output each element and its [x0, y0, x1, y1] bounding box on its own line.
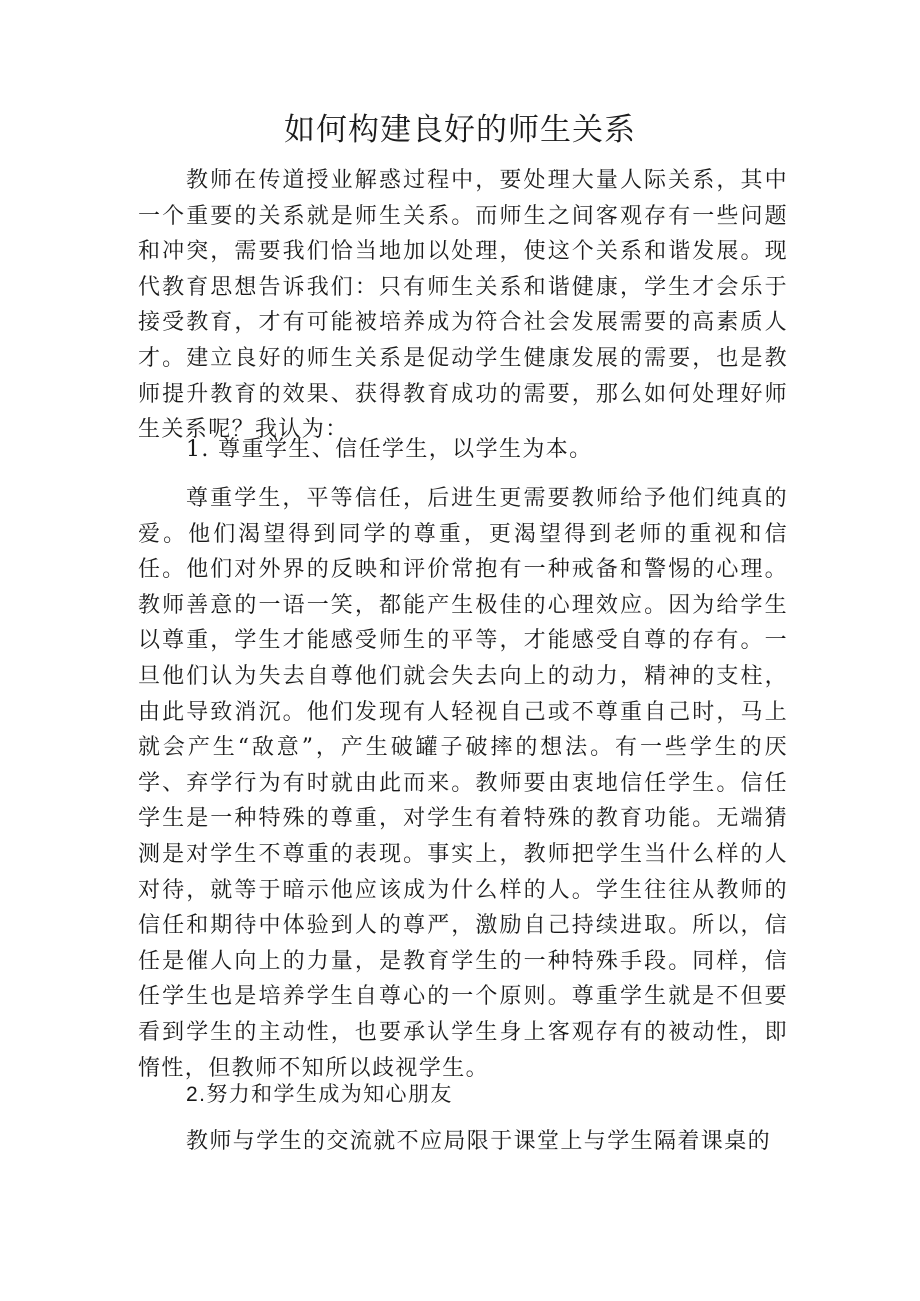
section-2-paragraph: 教师与学生的交流就不应局限于课堂上与学生隔着课桌的	[186, 1129, 772, 1154]
intro-paragraph: 教师在传道授业解惑过程中，要处理大量人际关系，其中一个重要的关系就是师生关系。而师生之间客观存有一些问题和冲突，需要我们恰当地加以处理，使这个关系和谐发展。现代教育思想告诉我们：只有师生关系和谐健康，学生才会乐于接受教育，才有可能被培养成为符合社会发展需要的高素质人才。建立良好的师生关系是促动学生健康发展的需要，也是教师提升教育的效果、获得教育成功的需要，那么如何处理好师生关系呢？我认为：	[138, 168, 788, 443]
document-title: 如何构建良好的师生关系	[284, 112, 636, 148]
section-1-paragraph: 尊重学生，平等信任，后进生更需要教师给予他们纯真的爱。他们渴望得到同学的尊重，更渴望得到老师的重视和信任。他们对外界的反映和评价常抱有一种戒备和警惕的心理。教师善意的一语一笑，都能产生极佳的心理效应。因为给学生以尊重，学生才能感受师生的平等，才能感受自尊的存有。一旦他们认为失去自尊他们就会失去向上的动力，精神的支柱，由此导致消沉。他们发现有人轻视自己或不尊重自己时，马上就会产生“敌意”，产生破罐子破摔的想法。有一些学生的厌学、弃学行为有时就由此而来。教师要由衷地信任学生。信任学生是一种特殊的尊重，对学生有着特殊的教育功能。无端猜测是对学生不尊重的表现。事实上，教师把学生当什么样的人对待，就等于暗示他应该成为什么样的人。学生往往从教师的信任和期待中体验到人的尊严，激励自己持续进取。所以，信任是催人向上的力量，是教育学生的一种特殊手段。同样，信任学生也是培养学生自尊心的一个原则。尊重学生就是不但要看到学生的主动性，也要承认学生身上客观存有的被动性，即惰性，但教师不知所以歧视学生。	[138, 486, 788, 1081]
section-heading-2: 2.努力和学生成为知心朋友	[186, 1083, 453, 1106]
section-heading-1: 1. 尊重学生、信任学生，以学生为本。	[186, 437, 593, 462]
